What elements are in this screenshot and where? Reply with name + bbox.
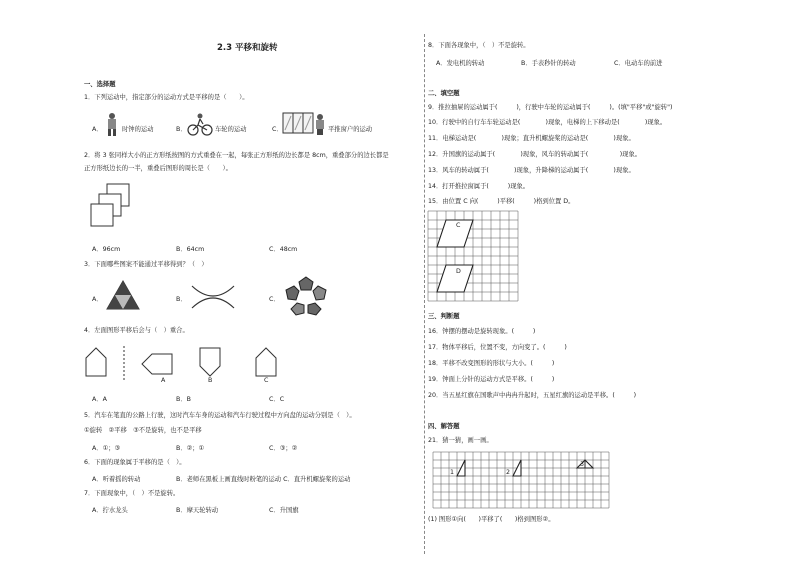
q4-figure-label-c: C: [264, 377, 269, 384]
q7-option-b: B．摩天轮转动: [176, 507, 219, 514]
overlapping-squares-figure: [90, 183, 136, 229]
question-9: 9．推拉抽屉的运动属于( )，行驶中车轮的运动属于( )。(填"平移"或"旋转"): [428, 104, 673, 111]
question-4: 4．左面图形平移后会与（ ）重合。: [84, 327, 189, 334]
question-10: 10．行驶中的自行车车轮运动是( )现象，电梯的上下移动是( )现象。: [428, 119, 667, 126]
section-fill-heading: 二、填空题: [428, 90, 460, 97]
question-1: 1．下列运动中，指定部分的运动方式是平移的是（ ）。: [84, 94, 249, 101]
question-2-line-2: 正方形纸边长的一半，重叠后图形的周长是（ ）。: [84, 165, 232, 172]
q21-label-1: 1: [450, 469, 455, 476]
question-16: 16．钟摆的摆动是旋转现象。( ): [428, 328, 536, 335]
section-choice-heading: 一、选择题: [84, 81, 116, 88]
q15-label-d: D: [456, 268, 461, 275]
q2-option-c: C．48cm: [269, 246, 298, 253]
q2-option-b: B．64cm: [176, 246, 205, 253]
question-5: 5．汽车在笔直的公路上行驶，这时汽车车身的运动和汽车行驶过程中方向盘的运动分别是（ ）。: [84, 412, 356, 419]
question-13: 13．风车的转动属于( )现象，升降梯的运动属于( )现象。: [428, 167, 635, 174]
q15-grid-figure: [428, 211, 518, 301]
question-5-choices: ①旋转 ②平移 ③不是旋转，也不是平移: [84, 427, 202, 434]
column-divider: [424, 34, 425, 554]
q4-figure-label-b: B: [208, 377, 213, 384]
q21-label-2: 2: [506, 469, 511, 476]
question-17: 17．物体平移后，位置不变，方向变了。( ): [428, 344, 567, 351]
section-judge-heading: 三、判断题: [428, 313, 460, 320]
question-20: 20．当五星红旗在国歌声中冉冉升起时，五星红旗的运动是平移。( ): [428, 392, 637, 399]
q3-option-c-label: C．: [269, 296, 280, 303]
q8-option-b: B．手表秒针的转动: [521, 60, 576, 67]
q5-option-a: A．①；③: [92, 445, 121, 452]
question-12: 12．升国旗的运动属于( )现象，风车的转动属于( )现象。: [428, 151, 642, 158]
house-shapes-figure: [84, 344, 284, 382]
q1-option-c-text: 平推窗户的运动: [328, 126, 373, 133]
q8-option-c: C．电动车的前进: [614, 60, 663, 67]
q6-option-a: A．听着摇的转动: [92, 476, 141, 483]
q5-option-b: B．②；①: [176, 445, 205, 452]
question-15: 15．由位置 C 向( )平移( )格到位置 D。: [428, 198, 575, 205]
question-11: 11．电梯运动是( )现象；直升机螺旋桨的运动是( )现象。: [428, 135, 635, 142]
q21-label-3: 3: [580, 461, 585, 468]
q3-option-b-label: B．: [176, 296, 187, 303]
pentagon-ring-figure: [284, 276, 328, 316]
question-8: 8．下面各现象中，（ ）不是旋转。: [428, 42, 530, 49]
question-18: 18．平移不改变图形的形状与大小。( ): [428, 360, 555, 367]
q1-option-b-label: B．: [176, 126, 187, 133]
q3-option-a-label: A．: [92, 296, 103, 303]
q2-option-a: A．96cm: [92, 246, 121, 253]
page-title: 2.3 平移和旋转: [217, 43, 278, 53]
q4-option-b: B．B: [176, 396, 191, 403]
q8-option-a: A．发电机的转动: [436, 60, 485, 67]
question-14: 14．打开推拉窗属于( )现象。: [428, 183, 530, 190]
window-icon: [282, 112, 326, 136]
q7-option-a: A．拧水龙头: [92, 507, 128, 514]
section-answer-heading: 四、解答题: [428, 423, 460, 430]
q15-label-c: C: [456, 222, 461, 229]
q7-option-c: C．升国旗: [269, 507, 299, 514]
question-21: 21．猜一猜，画一画。: [428, 437, 493, 444]
question-21-part-1: (1) 图形①向( )平移了( )格到图形②。: [428, 516, 555, 523]
question-19: 19．钟面上分针的运动方式是平移。( ): [428, 376, 555, 383]
question-2-line-1: 2．将 3 张同样大小的正方形纸按图的方式重叠在一起，每张正方形纸的边长都是 8cm，重叠部分的边长都是: [84, 152, 389, 159]
crossing-curves-figure: [190, 282, 236, 310]
person-icon: [104, 112, 120, 136]
q4-option-a: A．A: [92, 396, 107, 403]
q4-figure-label-a: A: [161, 377, 166, 384]
q1-option-c-label: C．: [272, 126, 283, 133]
question-7: 7．下面现象中，（ ）不是旋转。: [84, 490, 180, 497]
triangle-pattern-figure: [106, 280, 140, 310]
q6-option-b-c: B．老师在黑板上画直线时粉笔的运动 C．直升机螺旋桨的运动: [176, 476, 351, 483]
question-3: 3．下面哪些图案不能通过平移得到？（ ）: [84, 261, 208, 268]
q4-option-c: C．C: [269, 396, 285, 403]
q1-option-a-label: A．: [92, 126, 103, 133]
q1-option-a-text: 时钟的运动: [122, 126, 154, 133]
q5-option-c: C．③；②: [269, 445, 298, 452]
bicycle-icon: [188, 112, 212, 136]
question-6: 6．下面的现象属于平移的是（ ）。: [84, 459, 186, 466]
q1-option-b-text: 车轮的运动: [215, 126, 247, 133]
